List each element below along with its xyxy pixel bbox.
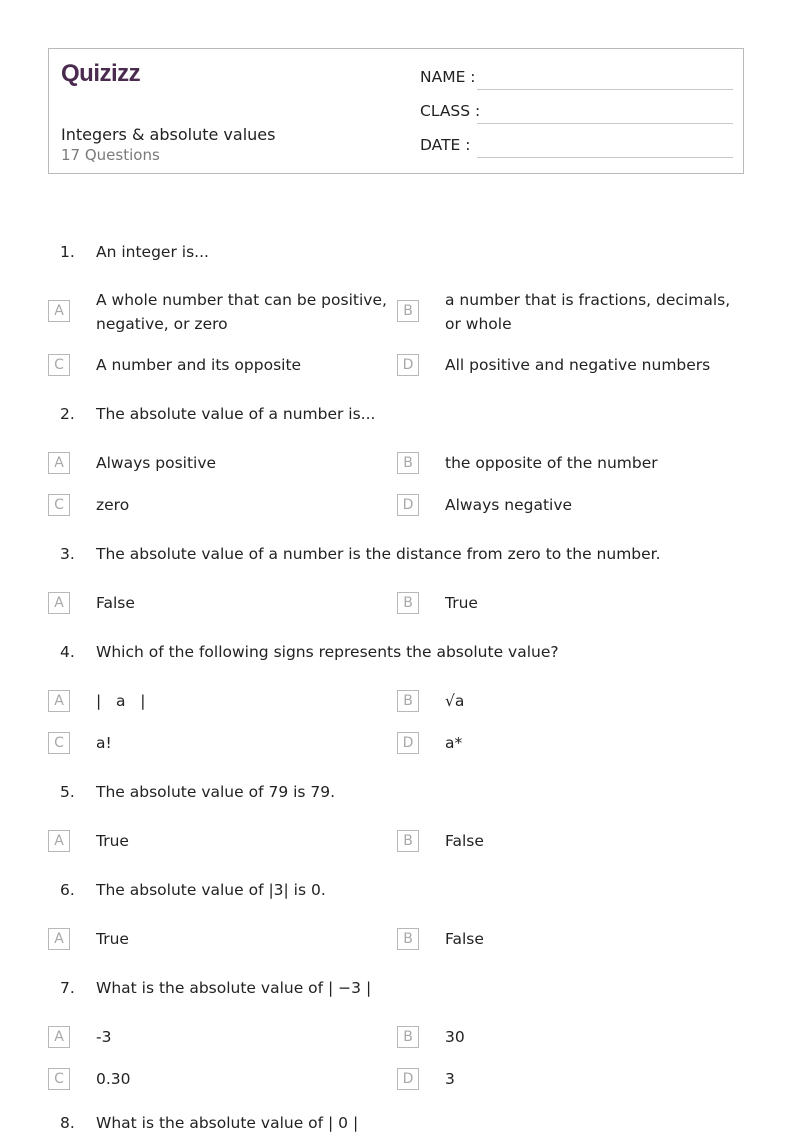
question-text: The absolute value of a number is the distance from zero to the number. <box>96 545 661 563</box>
class-label: CLASS : <box>420 102 481 120</box>
option-letter: C <box>48 494 70 516</box>
option-text: √a <box>445 692 465 710</box>
option-letter: A <box>48 928 70 950</box>
worksheet-title: Integers & absolute values <box>61 125 276 144</box>
question-text: Which of the following signs represents the absolute value? <box>96 643 559 661</box>
option-text: -3 <box>96 1028 112 1046</box>
class-field <box>420 100 733 124</box>
option-text: A whole number that can be positive, negative, or zero <box>96 291 387 333</box>
option-letter: C <box>48 354 70 376</box>
question-number: 4. <box>60 643 75 661</box>
option-text: Always positive <box>96 454 217 472</box>
option-text: 30 <box>445 1028 465 1046</box>
svg-text:Quizizz: Quizizz <box>61 60 141 87</box>
option-text: Always negative <box>445 496 573 514</box>
option-letter: A <box>48 300 70 322</box>
option-letter: B <box>397 830 419 852</box>
date-input-line[interactable] <box>477 137 733 158</box>
option-letter: A <box>48 592 70 614</box>
option-letter: D <box>397 732 419 754</box>
quizizz-logo-icon <box>61 59 153 87</box>
question-text: An integer is... <box>96 243 209 261</box>
option-letter: C <box>48 1068 70 1090</box>
option-letter: A <box>48 830 70 852</box>
date-field <box>420 134 733 158</box>
option-letter: B <box>397 592 419 614</box>
question-count: 17 Questions <box>61 146 160 164</box>
question-text: What is the absolute value of | 0 | <box>96 1114 359 1132</box>
question-number: 5. <box>60 783 75 801</box>
option-text: zero <box>96 496 130 514</box>
option-letter: B <box>397 928 419 950</box>
class-input-line[interactable] <box>477 103 733 124</box>
question-text: The absolute value of 79 is 79. <box>96 783 336 801</box>
name-label: NAME : <box>420 68 476 86</box>
option-letter: A <box>48 1026 70 1048</box>
question-number: 3. <box>60 545 75 563</box>
question-text: The absolute value of |3| is 0. <box>96 881 326 899</box>
option-text: a* <box>445 734 463 752</box>
option-letter: B <box>397 452 419 474</box>
worksheet-header <box>48 48 744 174</box>
question-number: 6. <box>60 881 75 899</box>
question-text: What is the absolute value of | −3 | <box>96 979 372 997</box>
option-text: False <box>96 594 135 612</box>
option-text: False <box>445 832 484 850</box>
option-text: True <box>445 594 478 612</box>
option-text: True <box>96 930 129 948</box>
question-text: The absolute value of a number is... <box>96 405 376 423</box>
option-text: A number and its opposite <box>96 356 302 374</box>
option-text: 0.30 <box>96 1070 131 1088</box>
option-text: the opposite of the number <box>445 454 658 472</box>
option-letter: B <box>397 1026 419 1048</box>
question-number: 7. <box>60 979 75 997</box>
option-text: 3 <box>445 1070 455 1088</box>
question-number: 1. <box>60 243 75 261</box>
name-field <box>420 66 733 90</box>
question-number: 8. <box>60 1114 75 1132</box>
option-text: All positive and negative numbers <box>445 356 711 374</box>
option-letter: D <box>397 1068 419 1090</box>
option-letter: A <box>48 452 70 474</box>
name-input-line[interactable] <box>477 69 733 90</box>
option-text: False <box>445 930 484 948</box>
option-text: | a | <box>96 692 146 710</box>
option-text: True <box>96 832 129 850</box>
date-label: DATE : <box>420 136 471 154</box>
option-letter: D <box>397 494 419 516</box>
option-letter: A <box>48 690 70 712</box>
option-text: a! <box>96 734 112 752</box>
option-letter: B <box>397 300 419 322</box>
question-number: 2. <box>60 405 75 423</box>
option-letter: B <box>397 690 419 712</box>
option-letter: D <box>397 354 419 376</box>
option-text: a number that is fractions, decimals, or whole <box>445 291 731 333</box>
option-letter: C <box>48 732 70 754</box>
quizizz-logo <box>61 59 153 87</box>
